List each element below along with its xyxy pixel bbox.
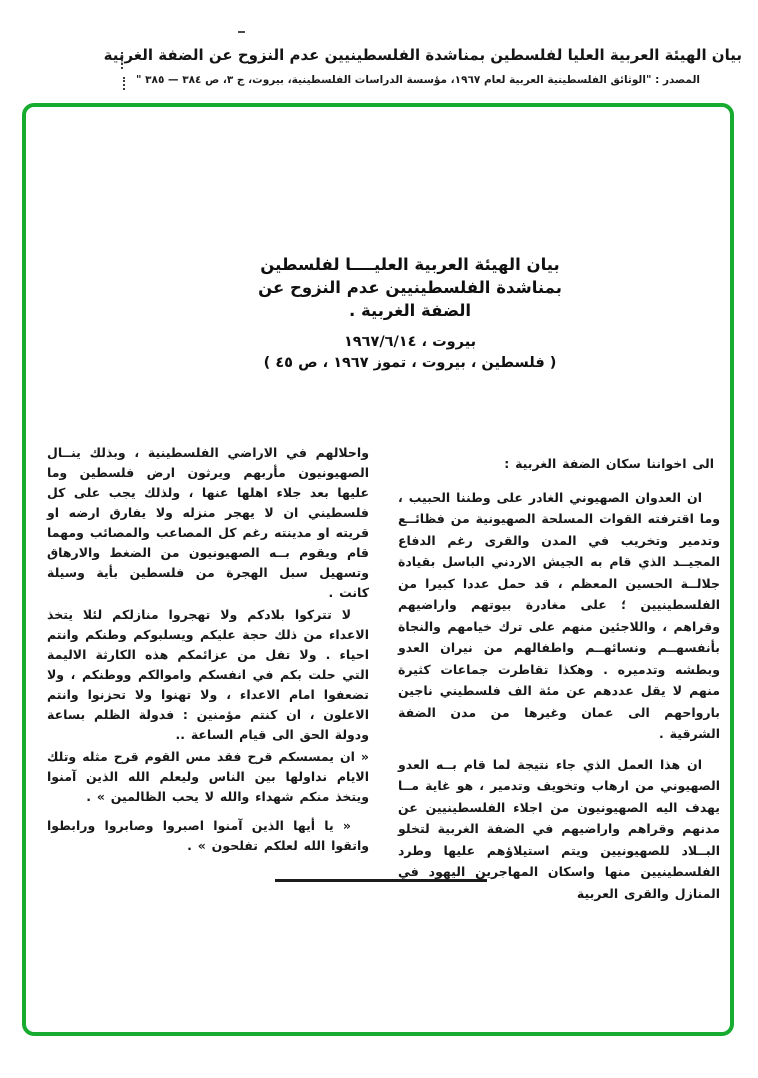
document-citation: ( فلسطين ، بيروت ، تموز ١٩٦٧ ، ص ٤٥ ) [263, 355, 557, 371]
document-date: بيروت ، ١٩٦٧/٦/١٤ [343, 334, 477, 350]
document-title [235, 253, 585, 322]
paragraph: واحلالهم في الاراضي الفلسطينية ، وبذلك ينــال الصهيونيون مأربهم ويرثون ارض فلسطين وما عليها بعد جلاء اهلها عنها ، ولذلك يجب على كل فلسطيني ان لا يهجر منزله ولا يفارق ارضه او قريته او مدينته رغم كل المصاعب والمصائب ومهما قام ويقوم بــه الصهيونيون من الضغط والارهاق وتسهيل سبل الهجرة من فلسطين بأية وسيلة كانت . [47, 445, 369, 600]
column-left [47, 443, 369, 856]
quote-paragraph: « ان يمسسكم قرح فقد مس القوم قرح مثله وتلك الايام نداولها بين الناس وليعلم الله الذين آمنوا ويتخذ منكم شهداء والله لا يحب الظالمين » . [47, 749, 369, 804]
document-title-line-2: بمناشدة الفلسطينيين عدم النزوح عن [258, 278, 562, 297]
page-header-source: المصدر : "الوثائق الفلسطينية العربية لعام ١٩٦٧، مؤسسة الدراسات الفلسطينية، بيروت، ج ٣، ص ٣٨٤ — ٣٨٥ " [136, 74, 700, 86]
document-title-line-1: بيان الهيئة العربية العليــــا لفلسطين [260, 255, 560, 274]
paragraph: ان هذا العمل الذي جاء نتيجة لما قام بــه العدو الصهيوني من ارهاب وتخويف وتدمير ، هو غاية مــا يهدف اليه الصهيونيون من اجلاء الفلسطينيين عن مدنهم وقراهم واراضيهم في الضفة الغربية لتخلو البــلاد للصهيونيين ويتم استيلاؤهم عليها وطرد الفلسطينيين منها واسكان المهاجرين اليهود في المنازل والقرى العربية [398, 756, 720, 901]
end-of-document-divider [275, 879, 487, 882]
quote-paragraph: « يا أيها الذين آمنوا اصبروا وصابروا ورابطوا واتقوا الله لعلكم تفلحون » . [47, 818, 369, 853]
document-dateline [210, 332, 610, 374]
scan-artifact-mark [123, 77, 125, 90]
paragraph: لا تتركوا بلادكم ولا تهجروا منازلكم لئلا يتخذ الاعداء من ذلك حجة عليكم ويسلبوكم وطنكم وانتم احياء . ولا تفل من عزائمكم هذه الكارثة الاليمة التي حلت بكم في انفسكم واموالكم ووطنكم ، ولا تضعفوا امام الاعداء ، ولا تهنوا ولا تحزنوا وانتم الاعلون ، ان كنتم مؤمنين : فدولة الظلم بساعة ودولة الحق الى قيام الساعة .. [47, 607, 369, 742]
scan-artifact-mark [121, 52, 123, 69]
scan-artifact-dash [238, 31, 245, 33]
document-frame [22, 103, 734, 1036]
column-right [398, 453, 720, 904]
document-title-line-3: الضفة الغربية . [348, 301, 472, 320]
page-header-title: بيان الهيئة العربية العليا لفلسطين بمناشدة الفلسطينيين عدم النزوح عن الضفة الغربية [103, 46, 742, 64]
paragraph: ان العدوان الصهيوني الغادر على وطننا الحبيب ، وما اقترفته القوات المسلحة الصهيونية من فظائــع وتدمير وتخريب في المدن والقرى رغم الدفاع المجيــد الذي قام به الجيش الاردني الباسل بقيادة جلالــة الحسين المعظم ، قد حمل عددا كبيرا من الفلسطينيين ؛ على مغادرة بيوتهم واراضيهم وقراهم ، واللاجئين منهم على ترك خيامهم والنجاة بأنفسهــم ونسائهــم واطفالهم من نيران العدو وبطشه وتدميره . وهكذا تقاطرت جماعات كثيرة منهم لا يقل عددهم عن مئة الف فلسطيني ناجين بارواحهم الى عمان وغيرها من مدن الضفة الشرقية . [398, 489, 720, 741]
salutation: الى اخواننا سكان الضفة الغربية : [504, 456, 714, 471]
